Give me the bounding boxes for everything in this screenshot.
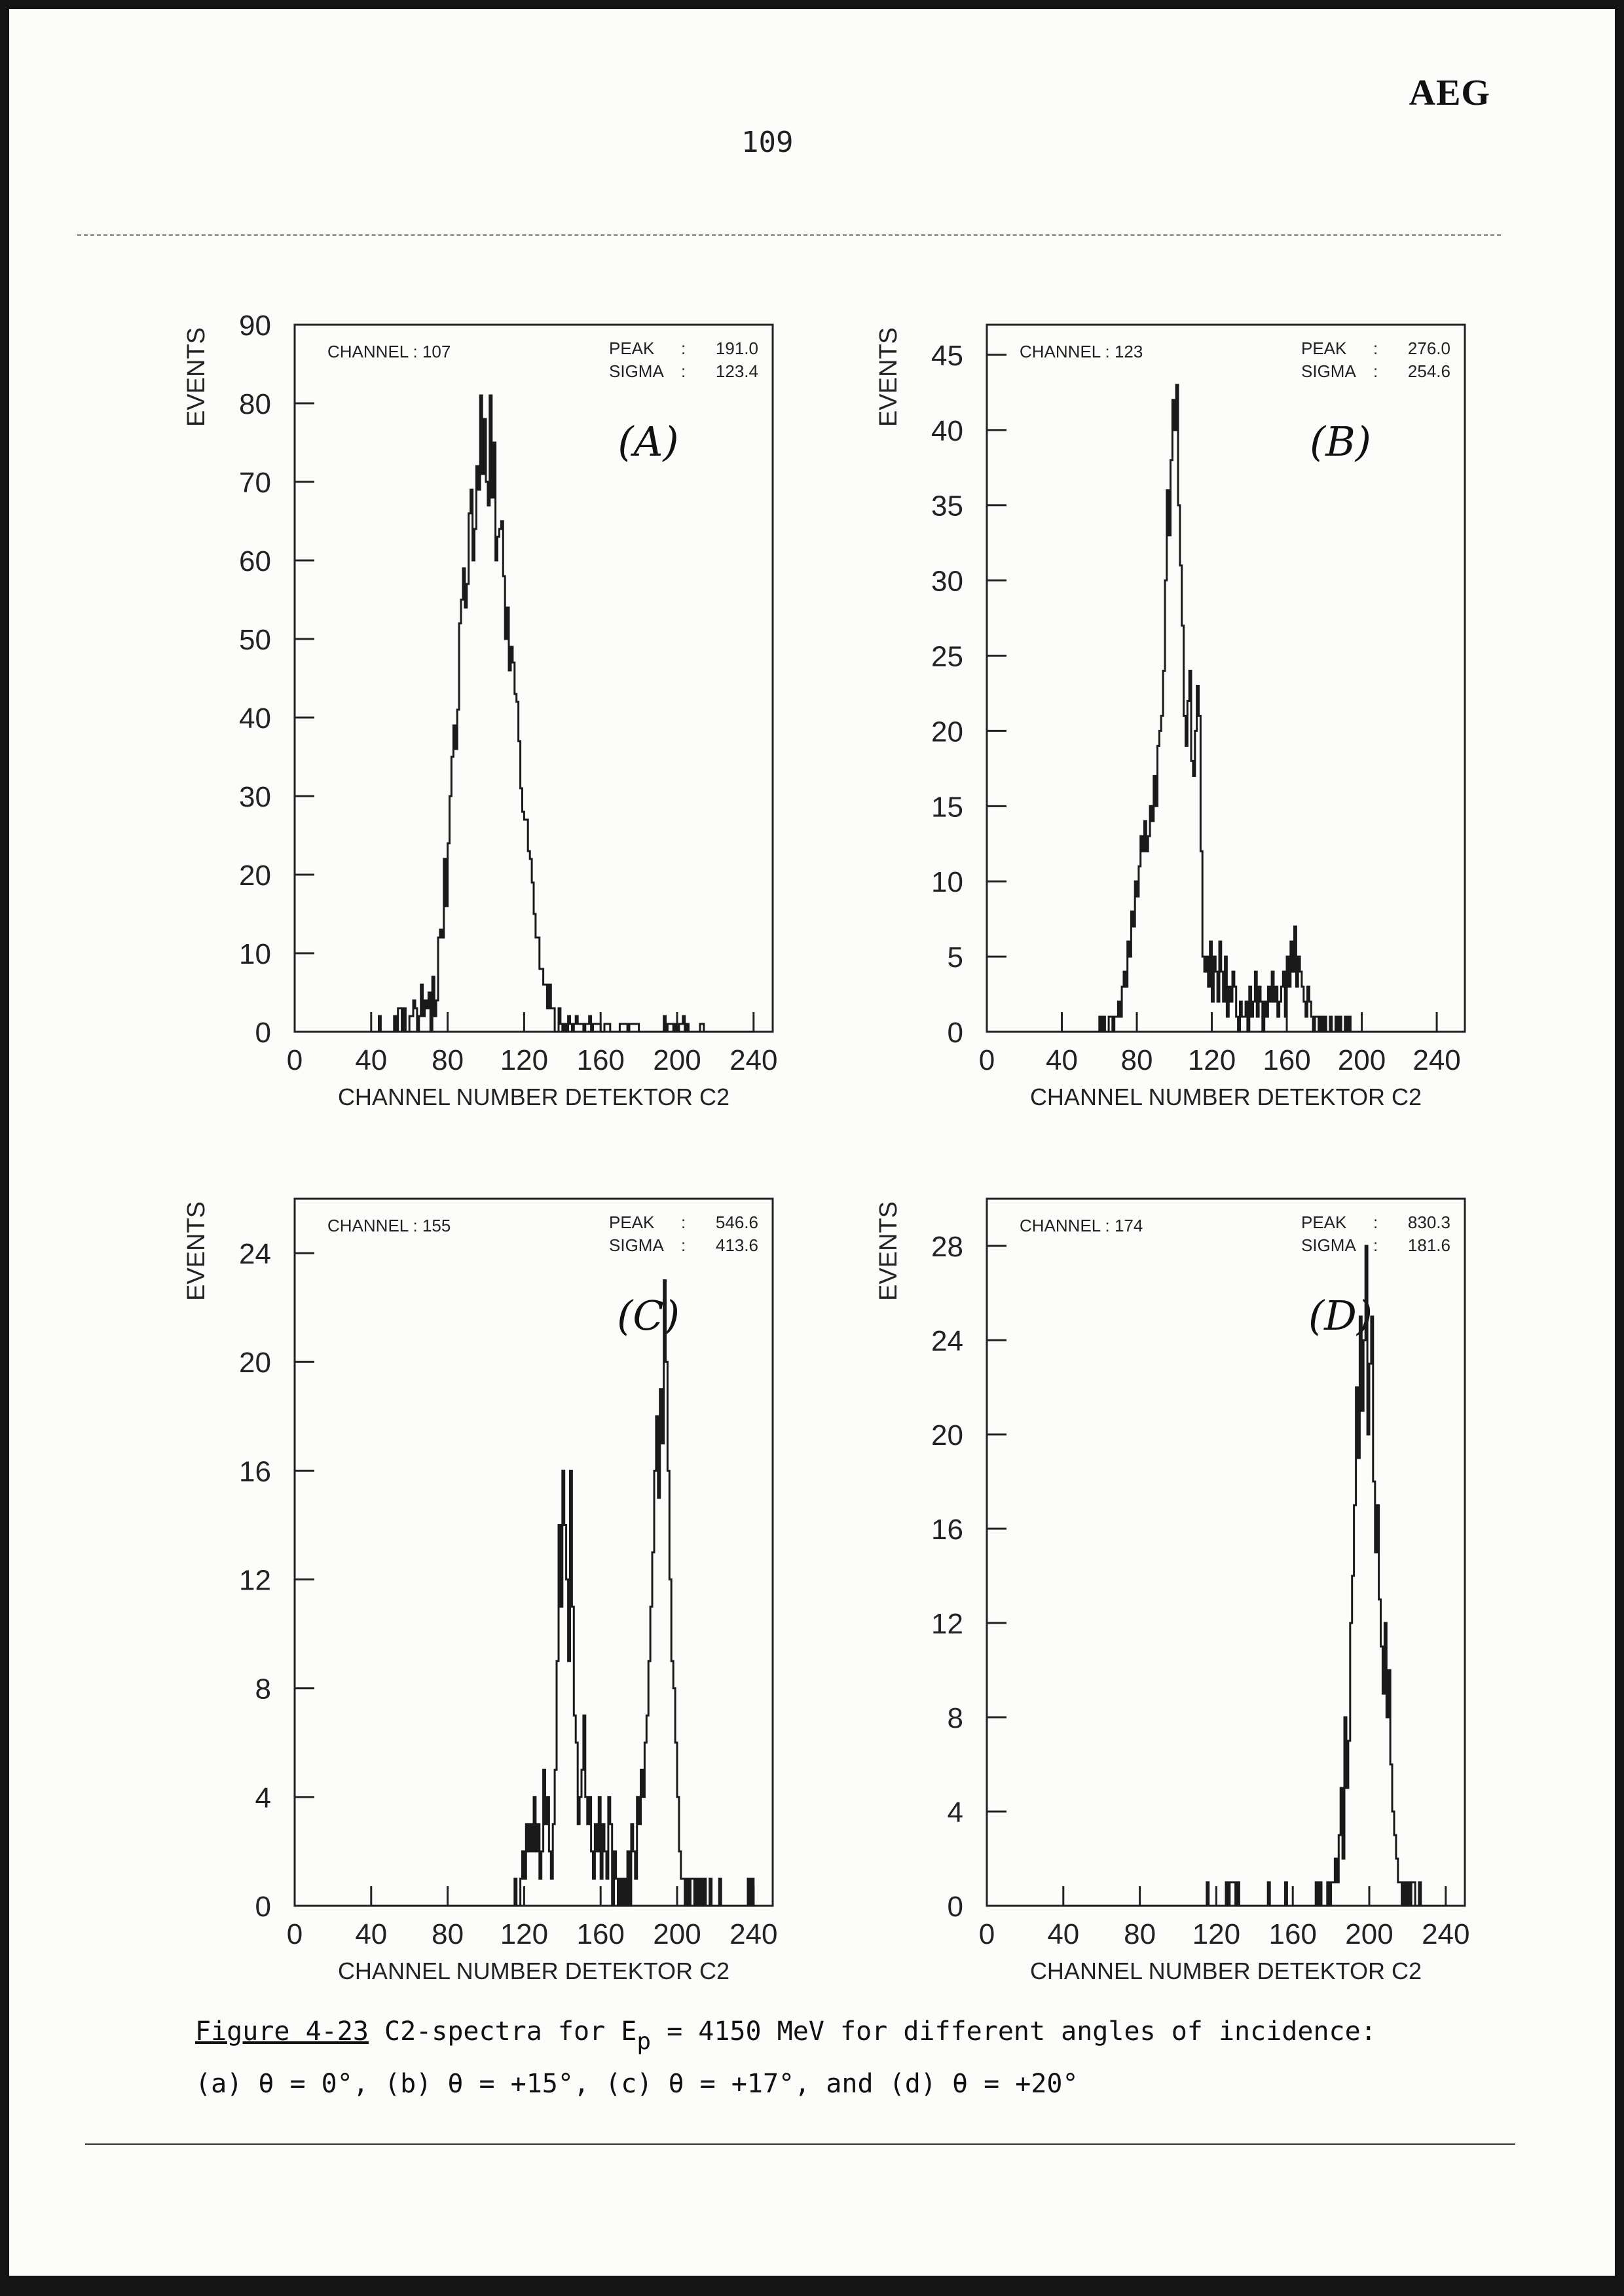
y-tick-label: 12 xyxy=(931,1608,963,1640)
sigma-value: 181.6 xyxy=(1407,1235,1450,1255)
panel-label: (D) xyxy=(1308,1292,1373,1339)
peak-label: PEAK xyxy=(609,1212,655,1232)
histogram-series xyxy=(1063,1246,1448,1906)
channel-stat: CHANNEL : 174 xyxy=(1020,1216,1143,1235)
panel-label: (B) xyxy=(1310,418,1371,465)
x-tick-label: 240 xyxy=(729,1918,778,1950)
histogram-b xyxy=(849,292,1504,1130)
x-tick-label: 40 xyxy=(355,1044,388,1076)
y-tick-label: 40 xyxy=(239,702,271,735)
y-tick-label: 4 xyxy=(255,1781,271,1814)
y-tick-label: 20 xyxy=(239,1347,271,1379)
x-tick-label: 240 xyxy=(1422,1918,1470,1950)
sigma-label: SIGMA xyxy=(1301,1235,1356,1255)
x-tick-label: 80 xyxy=(1120,1044,1153,1076)
x-tick-label: 0 xyxy=(978,1918,995,1950)
x-tick-label: 0 xyxy=(978,1044,995,1076)
sigma-colon: : xyxy=(681,1235,686,1255)
peak-colon: : xyxy=(681,338,686,358)
x-tick-label: 0 xyxy=(286,1918,303,1950)
x-tick-label: 160 xyxy=(576,1044,625,1076)
sigma-label: SIGMA xyxy=(609,1235,664,1255)
x-tick-label: 0 xyxy=(286,1044,303,1076)
caption-line-2: (a) θ = 0°, (b) θ = +15°, (c) θ = +17°, and (d) θ = +20° xyxy=(195,2069,1079,2099)
panel-label: (A) xyxy=(618,418,679,465)
document-page xyxy=(9,9,1615,2276)
sigma-value: 123.4 xyxy=(715,361,758,381)
peak-colon: : xyxy=(1373,338,1378,358)
plot-frame xyxy=(295,325,773,1032)
peak-value: 546.6 xyxy=(715,1212,758,1232)
peak-label: PEAK xyxy=(609,338,655,358)
x-axis-label: CHANNEL NUMBER DETEKTOR C2 xyxy=(337,1958,730,1984)
sigma-label: SIGMA xyxy=(609,361,664,381)
x-tick-label: 40 xyxy=(1047,1918,1080,1950)
x-tick-label: 40 xyxy=(355,1918,388,1950)
x-tick-label: 160 xyxy=(1263,1044,1311,1076)
caption-text-a: C2-spectra for E xyxy=(384,2016,637,2047)
aeg-logo: AEG xyxy=(1409,73,1490,113)
channel-stat: CHANNEL : 123 xyxy=(1020,342,1143,361)
caption-subscript: p xyxy=(637,2028,651,2055)
histogram-series xyxy=(371,395,756,1032)
x-tick-label: 200 xyxy=(653,1044,701,1076)
y-tick-label: 80 xyxy=(239,388,271,420)
y-tick-label: 4 xyxy=(947,1796,963,1829)
peak-value: 830.3 xyxy=(1407,1212,1450,1232)
sigma-value: 413.6 xyxy=(715,1235,758,1255)
y-tick-label: 25 xyxy=(931,640,963,673)
x-tick-label: 200 xyxy=(1345,1918,1393,1950)
y-tick-label: 20 xyxy=(239,860,271,892)
y-tick-label: 20 xyxy=(931,1419,963,1451)
y-tick-label: 5 xyxy=(947,941,963,974)
caption-text-b: = 4150 MeV for different angles of incidence: xyxy=(667,2016,1376,2047)
y-tick-label: 0 xyxy=(255,1017,271,1049)
y-tick-label: 30 xyxy=(931,565,963,598)
x-axis-label: CHANNEL NUMBER DETEKTOR C2 xyxy=(1029,1084,1422,1110)
x-tick-label: 120 xyxy=(1192,1918,1241,1950)
x-tick-label: 240 xyxy=(1412,1044,1461,1076)
y-tick-label: 50 xyxy=(239,624,271,656)
x-tick-label: 80 xyxy=(432,1918,464,1950)
figure-caption xyxy=(195,2006,1518,2109)
x-tick-label: 120 xyxy=(500,1918,549,1950)
peak-value: 191.0 xyxy=(715,338,758,358)
histogram-series xyxy=(371,1281,756,1906)
channel-stat: CHANNEL : 155 xyxy=(327,1216,451,1235)
caption-label: Figure 4-23 xyxy=(195,2016,369,2047)
y-axis-label: EVENTS xyxy=(183,327,210,428)
x-tick-label: 80 xyxy=(1124,1918,1156,1950)
y-tick-label: 40 xyxy=(931,414,963,447)
x-tick-label: 120 xyxy=(1187,1044,1236,1076)
panel-label: (C) xyxy=(617,1292,680,1339)
y-tick-label: 24 xyxy=(239,1238,271,1271)
y-tick-label: 28 xyxy=(931,1231,963,1263)
y-tick-label: 16 xyxy=(931,1514,963,1546)
y-tick-label: 60 xyxy=(239,545,271,577)
page-number: 109 xyxy=(741,126,794,159)
x-tick-label: 80 xyxy=(432,1044,464,1076)
y-tick-label: 70 xyxy=(239,467,271,499)
y-tick-label: 10 xyxy=(931,866,963,899)
x-axis-label: CHANNEL NUMBER DETEKTOR C2 xyxy=(337,1084,730,1110)
y-tick-label: 8 xyxy=(947,1702,963,1734)
sigma-colon: : xyxy=(1373,361,1378,381)
y-tick-label: 0 xyxy=(947,1017,963,1049)
peak-label: PEAK xyxy=(1301,338,1347,358)
peak-colon: : xyxy=(681,1212,686,1232)
y-tick-label: 20 xyxy=(931,716,963,748)
sigma-colon: : xyxy=(1373,1235,1378,1255)
y-tick-label: 30 xyxy=(239,781,271,813)
x-tick-label: 160 xyxy=(576,1918,625,1950)
histogram-c xyxy=(157,1166,812,2004)
y-tick-label: 35 xyxy=(931,490,963,522)
x-tick-label: 40 xyxy=(1046,1044,1078,1076)
y-axis-label: EVENTS xyxy=(875,327,902,428)
y-tick-label: 0 xyxy=(255,1891,271,1923)
y-axis-label: EVENTS xyxy=(183,1201,210,1302)
sigma-colon: : xyxy=(681,361,686,381)
y-tick-label: 8 xyxy=(255,1673,271,1705)
x-axis-label: CHANNEL NUMBER DETEKTOR C2 xyxy=(1029,1958,1422,1984)
y-tick-label: 45 xyxy=(931,339,963,372)
y-tick-label: 16 xyxy=(239,1455,271,1488)
y-tick-label: 90 xyxy=(239,310,271,342)
histogram-series xyxy=(1062,385,1439,1032)
y-axis-label: EVENTS xyxy=(875,1201,902,1302)
plot-frame xyxy=(987,325,1465,1032)
channel-stat: CHANNEL : 107 xyxy=(327,342,451,361)
y-tick-label: 10 xyxy=(239,938,271,970)
peak-value: 276.0 xyxy=(1407,338,1450,358)
x-tick-label: 160 xyxy=(1268,1918,1317,1950)
histogram-d xyxy=(849,1166,1504,2004)
caption-line-1 xyxy=(195,2006,1518,2058)
bottom-divider xyxy=(85,2143,1515,2145)
sigma-label: SIGMA xyxy=(1301,361,1356,381)
y-tick-label: 15 xyxy=(931,791,963,824)
y-tick-label: 24 xyxy=(931,1325,963,1357)
top-divider xyxy=(77,234,1501,236)
x-tick-label: 240 xyxy=(729,1044,778,1076)
y-tick-label: 12 xyxy=(239,1564,271,1597)
peak-label: PEAK xyxy=(1301,1212,1347,1232)
x-tick-label: 120 xyxy=(500,1044,549,1076)
x-tick-label: 200 xyxy=(653,1918,701,1950)
sigma-value: 254.6 xyxy=(1407,361,1450,381)
peak-colon: : xyxy=(1373,1212,1378,1232)
histogram-a xyxy=(157,292,812,1130)
x-tick-label: 200 xyxy=(1337,1044,1386,1076)
y-tick-label: 0 xyxy=(947,1891,963,1923)
